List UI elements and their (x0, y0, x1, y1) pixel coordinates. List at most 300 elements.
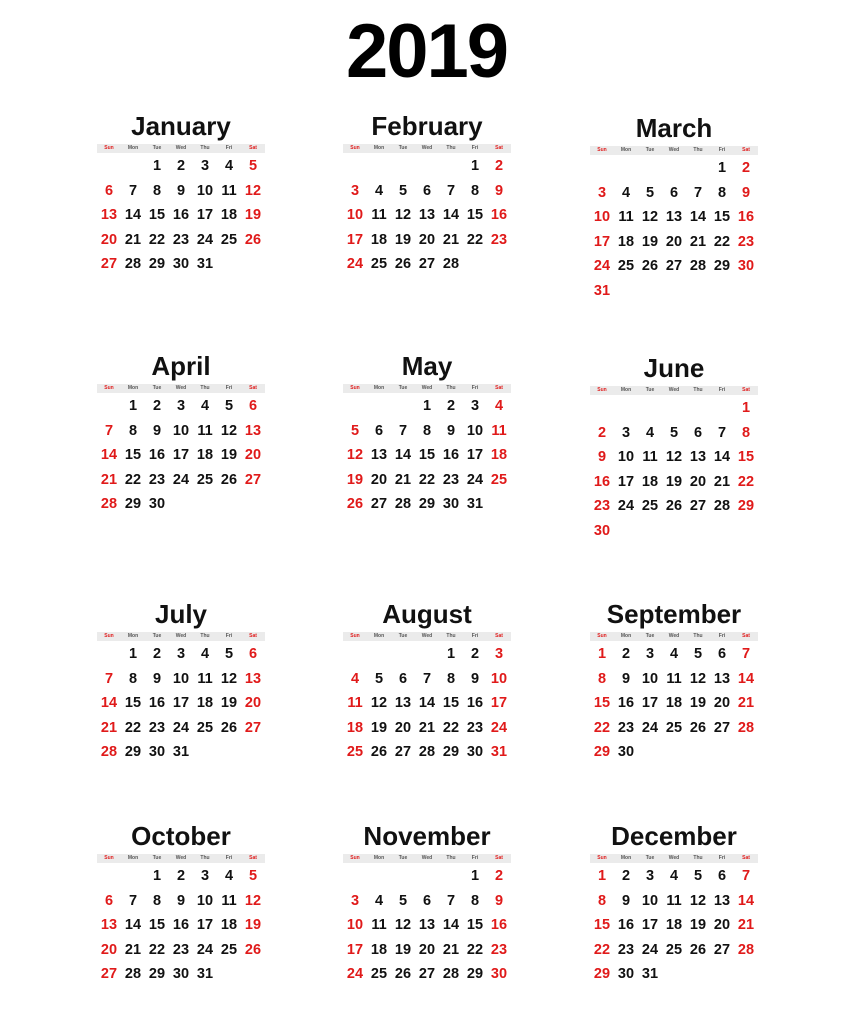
day-cell: 16 (466, 695, 484, 712)
day-cell: 14 (124, 917, 142, 934)
day-cell: 1 (470, 158, 480, 174)
day-cell: 12 (689, 892, 707, 909)
day-cell: 25 (370, 256, 388, 273)
day-empty (343, 394, 367, 419)
day-cell: 14 (394, 447, 412, 464)
day-cell: 7 (128, 892, 138, 909)
day-cell: 17 (196, 207, 214, 224)
day-empty (367, 864, 391, 889)
month-august (343, 598, 511, 765)
day-cell: 20 (689, 473, 707, 490)
day-cell: 17 (172, 447, 190, 464)
day-cell: 24 (641, 941, 659, 958)
day-cell: 28 (394, 496, 412, 513)
days-grid (343, 864, 511, 987)
month-september (590, 598, 758, 765)
weekday-label: Wed (175, 855, 187, 861)
day-cell: 22 (418, 471, 436, 488)
day-cell: 6 (717, 646, 727, 662)
day-cell: 10 (617, 449, 635, 466)
weekday-header (97, 854, 265, 863)
day-cell: 27 (100, 966, 118, 983)
weekday-header (343, 854, 511, 863)
weekday-label: Sun (104, 385, 114, 391)
day-empty (391, 864, 415, 889)
day-cell: 23 (490, 231, 508, 248)
weekday-label: Sun (104, 855, 114, 861)
day-cell: 18 (665, 695, 683, 712)
day-cell: 18 (617, 233, 635, 250)
day-cell: 25 (370, 966, 388, 983)
weekday-label: Fri (471, 633, 479, 639)
day-cell: 23 (148, 719, 166, 736)
month-title: May (401, 351, 453, 381)
day-cell: 3 (645, 646, 655, 662)
day-cell: 18 (220, 207, 238, 224)
day-cell: 2 (446, 398, 456, 414)
day-cell: 11 (618, 209, 634, 226)
day-cell: 25 (617, 258, 635, 275)
day-cell: 9 (621, 670, 631, 687)
days-grid (590, 642, 758, 765)
month-june (590, 352, 758, 544)
day-cell: 27 (418, 966, 436, 983)
day-cell: 29 (593, 966, 611, 983)
weekday-label: Mon (620, 387, 632, 393)
day-cell: 14 (100, 695, 118, 712)
day-cell: 28 (124, 256, 142, 273)
day-cell: 4 (224, 868, 234, 884)
weekday-label: Sat (742, 855, 750, 861)
day-empty (343, 864, 367, 889)
day-empty (391, 394, 415, 419)
weekday-label: Wed (421, 633, 433, 639)
day-cell: 13 (370, 447, 388, 464)
weekday-label: Thu (200, 385, 210, 391)
weekday-header (343, 144, 511, 153)
weekday-label: Tue (152, 855, 162, 861)
day-cell: 28 (737, 719, 755, 736)
weekday-label: Mon (620, 633, 632, 639)
day-cell: 12 (394, 917, 412, 934)
day-cell: 23 (172, 231, 190, 248)
day-cell: 9 (176, 182, 186, 199)
day-cell: 26 (394, 966, 412, 983)
day-cell: 22 (466, 941, 484, 958)
day-cell: 22 (466, 231, 484, 248)
day-cell: 19 (220, 447, 238, 464)
day-cell: 30 (617, 966, 635, 983)
weekday-label: Sat (495, 633, 503, 639)
day-cell: 3 (494, 646, 504, 662)
day-cell: 5 (248, 868, 258, 884)
day-cell: 19 (244, 917, 262, 934)
day-cell: 4 (224, 158, 234, 174)
day-cell: 19 (346, 471, 364, 488)
day-cell: 19 (220, 695, 238, 712)
weekday-label: Tue (645, 147, 655, 153)
day-cell: 20 (665, 233, 683, 250)
day-cell: 20 (100, 941, 118, 958)
day-cell: 13 (713, 892, 731, 909)
day-cell: 24 (641, 719, 659, 736)
day-cell: 23 (148, 471, 166, 488)
day-cell: 28 (713, 498, 731, 515)
day-cell: 24 (172, 471, 190, 488)
day-empty (415, 154, 439, 179)
day-cell: 12 (244, 182, 262, 199)
days-grid (97, 154, 265, 277)
day-cell: 7 (104, 422, 114, 439)
weekday-label: Tue (398, 145, 408, 151)
day-cell: 23 (617, 941, 635, 958)
day-cell: 4 (645, 424, 655, 441)
day-cell: 5 (693, 646, 703, 662)
month-title: June (643, 353, 705, 383)
day-cell: 11 (666, 670, 682, 687)
day-cell: 28 (442, 256, 460, 273)
day-cell: 31 (593, 282, 611, 299)
day-cell: 27 (394, 744, 412, 761)
weekday-label: Thu (446, 855, 456, 861)
day-empty (710, 396, 734, 421)
day-cell: 7 (693, 184, 703, 201)
day-cell: 5 (398, 182, 408, 199)
day-cell: 8 (152, 892, 162, 909)
day-cell: 29 (124, 744, 142, 761)
weekday-label: Sun (350, 385, 360, 391)
day-cell: 21 (394, 471, 412, 488)
weekday-label: Tue (645, 387, 655, 393)
day-cell: 2 (494, 158, 504, 174)
day-cell: 17 (196, 917, 214, 934)
day-cell: 29 (466, 966, 484, 983)
day-cell: 19 (394, 231, 412, 248)
day-empty (97, 394, 121, 419)
day-cell: 24 (593, 258, 611, 275)
day-cell: 18 (196, 695, 214, 712)
day-cell: 23 (490, 941, 508, 958)
weekday-header (97, 632, 265, 641)
day-cell: 21 (100, 471, 118, 488)
day-cell: 17 (490, 695, 508, 712)
day-cell: 22 (737, 473, 755, 490)
day-cell: 14 (418, 695, 436, 712)
day-cell: 30 (737, 258, 755, 275)
day-cell: 6 (422, 182, 432, 199)
day-cell: 13 (100, 207, 118, 224)
day-cell: 26 (244, 941, 262, 958)
day-cell: 16 (148, 695, 166, 712)
day-cell: 2 (494, 868, 504, 884)
day-cell: 3 (176, 646, 186, 662)
day-cell: 18 (665, 917, 683, 934)
day-cell: 12 (220, 670, 238, 687)
day-cell: 21 (737, 695, 755, 712)
day-cell: 30 (148, 744, 166, 761)
day-cell: 16 (442, 447, 460, 464)
day-cell: 29 (713, 258, 731, 275)
day-cell: 3 (470, 398, 480, 414)
day-cell: 24 (196, 231, 214, 248)
day-cell: 9 (152, 670, 162, 687)
day-cell: 15 (124, 695, 142, 712)
day-cell: 20 (370, 471, 388, 488)
day-cell: 3 (621, 424, 631, 441)
weekday-label: Tue (398, 385, 408, 391)
weekday-label: Fri (718, 633, 726, 639)
day-cell: 21 (689, 233, 707, 250)
day-cell: 18 (370, 941, 388, 958)
day-cell: 5 (693, 868, 703, 884)
weekday-header (590, 386, 758, 395)
weekday-label: Sat (249, 145, 257, 151)
day-cell: 11 (221, 182, 237, 199)
day-cell: 25 (665, 941, 683, 958)
day-cell: 20 (418, 941, 436, 958)
day-cell: 19 (689, 695, 707, 712)
day-cell: 8 (422, 422, 432, 439)
day-cell: 2 (621, 646, 631, 662)
day-cell: 22 (593, 719, 611, 736)
weekday-label: Sun (597, 633, 607, 639)
day-cell: 4 (494, 398, 504, 414)
day-cell: 7 (446, 892, 456, 909)
day-cell: 26 (244, 231, 262, 248)
day-empty (662, 156, 686, 181)
day-cell: 24 (466, 471, 484, 488)
weekday-label: Wed (175, 145, 187, 151)
day-cell: 15 (418, 447, 436, 464)
weekday-label: Mon (127, 633, 139, 639)
day-cell: 26 (370, 744, 388, 761)
day-cell: 18 (490, 447, 508, 464)
day-cell: 11 (371, 917, 387, 934)
day-cell: 5 (398, 892, 408, 909)
day-cell: 8 (446, 670, 456, 687)
day-empty (391, 642, 415, 667)
month-july (97, 598, 265, 765)
day-cell: 12 (346, 447, 364, 464)
weekday-label: Wed (421, 145, 433, 151)
day-cell: 22 (442, 719, 460, 736)
day-cell: 26 (220, 719, 238, 736)
day-cell: 31 (641, 966, 659, 983)
weekday-label: Tue (152, 145, 162, 151)
day-cell: 15 (593, 695, 611, 712)
weekday-label: Sun (597, 387, 607, 393)
weekday-label: Fri (225, 633, 233, 639)
day-cell: 3 (350, 892, 360, 909)
day-cell: 10 (196, 182, 214, 199)
day-cell: 28 (100, 744, 118, 761)
day-cell: 5 (224, 398, 234, 414)
day-cell: 5 (224, 646, 234, 662)
day-cell: 9 (494, 892, 504, 909)
day-cell: 10 (172, 422, 190, 439)
day-cell: 13 (713, 670, 731, 687)
day-cell: 26 (220, 471, 238, 488)
weekday-label: Sat (249, 633, 257, 639)
day-cell: 2 (470, 646, 480, 662)
day-cell: 31 (490, 744, 508, 761)
day-cell: 27 (665, 258, 683, 275)
day-cell: 24 (196, 941, 214, 958)
day-cell: 13 (244, 422, 262, 439)
weekday-label: Mon (620, 147, 632, 153)
day-cell: 9 (176, 892, 186, 909)
days-grid (97, 864, 265, 987)
day-cell: 6 (398, 670, 408, 687)
day-cell: 17 (346, 231, 364, 248)
day-cell: 21 (737, 917, 755, 934)
day-cell: 7 (104, 670, 114, 687)
day-empty (97, 154, 121, 179)
weekday-label: Wed (175, 633, 187, 639)
day-cell: 4 (200, 646, 210, 662)
day-cell: 25 (220, 231, 238, 248)
day-cell: 31 (196, 256, 214, 273)
day-cell: 21 (418, 719, 436, 736)
day-cell: 23 (172, 941, 190, 958)
day-cell: 20 (713, 917, 731, 934)
day-cell: 18 (220, 917, 238, 934)
day-cell: 31 (196, 966, 214, 983)
weekday-label: Sat (495, 145, 503, 151)
day-cell: 15 (466, 207, 484, 224)
day-cell: 6 (248, 398, 258, 414)
day-cell: 3 (645, 868, 655, 884)
day-cell: 20 (244, 695, 262, 712)
day-cell: 28 (100, 496, 118, 513)
weekday-label: Fri (471, 145, 479, 151)
day-cell: 10 (346, 207, 364, 224)
day-cell: 20 (244, 447, 262, 464)
day-cell: 13 (394, 695, 412, 712)
weekday-label: Sun (597, 855, 607, 861)
day-cell: 28 (689, 258, 707, 275)
day-cell: 25 (220, 941, 238, 958)
weekday-label: Mon (373, 385, 385, 391)
day-cell: 1 (597, 646, 607, 662)
day-cell: 11 (642, 449, 658, 466)
weekday-label: Fri (225, 145, 233, 151)
day-cell: 8 (152, 182, 162, 199)
month-october (97, 820, 265, 987)
day-cell: 12 (370, 695, 388, 712)
days-grid (590, 864, 758, 987)
day-cell: 10 (466, 422, 484, 439)
days-grid (590, 156, 758, 304)
weekday-label: Wed (668, 855, 680, 861)
weekday-label: Mon (127, 855, 139, 861)
day-cell: 14 (442, 207, 460, 224)
day-empty (97, 642, 121, 667)
day-cell: 7 (398, 422, 408, 439)
day-cell: 25 (641, 498, 659, 515)
day-cell: 4 (669, 868, 679, 884)
day-cell: 17 (641, 917, 659, 934)
day-cell: 28 (124, 966, 142, 983)
day-cell: 1 (422, 398, 432, 414)
month-title: April (151, 351, 211, 381)
day-cell: 11 (371, 207, 387, 224)
day-cell: 8 (717, 184, 727, 201)
weekday-label: Thu (200, 855, 210, 861)
day-cell: 25 (346, 744, 364, 761)
day-empty (614, 156, 638, 181)
day-cell: 15 (737, 449, 755, 466)
day-cell: 14 (100, 447, 118, 464)
weekday-label: Thu (446, 633, 456, 639)
day-cell: 10 (490, 670, 508, 687)
day-cell: 2 (176, 868, 186, 884)
day-cell: 4 (374, 892, 384, 909)
day-cell: 16 (490, 917, 508, 934)
day-cell: 27 (244, 471, 262, 488)
day-cell: 15 (124, 447, 142, 464)
day-empty (439, 154, 463, 179)
day-cell: 28 (442, 966, 460, 983)
days-grid (343, 394, 511, 517)
month-march (590, 112, 758, 304)
day-cell: 1 (128, 398, 138, 414)
weekday-label: Fri (471, 855, 479, 861)
weekday-label: Fri (718, 387, 726, 393)
days-grid (343, 154, 511, 277)
month-title: September (606, 599, 742, 629)
weekday-label: Sun (350, 855, 360, 861)
day-cell: 4 (621, 184, 631, 201)
day-cell: 8 (741, 424, 751, 441)
weekday-label: Thu (693, 855, 703, 861)
weekday-label: Thu (446, 385, 456, 391)
weekday-label: Sat (495, 385, 503, 391)
day-empty (590, 156, 614, 181)
day-cell: 29 (148, 256, 166, 273)
day-cell: 8 (470, 892, 480, 909)
weekday-label: Mon (620, 855, 632, 861)
day-cell: 6 (669, 184, 679, 201)
weekday-label: Fri (718, 855, 726, 861)
day-cell: 25 (196, 719, 214, 736)
day-empty (638, 156, 662, 181)
day-cell: 4 (374, 182, 384, 199)
day-cell: 6 (422, 892, 432, 909)
day-cell: 15 (148, 917, 166, 934)
day-cell: 8 (128, 422, 138, 439)
weekday-label: Wed (421, 385, 433, 391)
day-cell: 19 (394, 941, 412, 958)
day-cell: 2 (597, 424, 607, 441)
day-cell: 18 (370, 231, 388, 248)
day-cell: 14 (442, 917, 460, 934)
day-cell: 20 (394, 719, 412, 736)
day-cell: 19 (641, 233, 659, 250)
day-cell: 29 (124, 496, 142, 513)
day-cell: 11 (221, 892, 237, 909)
weekday-label: Tue (152, 633, 162, 639)
weekday-label: Sun (104, 145, 114, 151)
day-cell: 24 (490, 719, 508, 736)
day-empty (662, 396, 686, 421)
day-cell: 2 (152, 646, 162, 662)
weekday-label: Sat (742, 633, 750, 639)
day-empty (686, 396, 710, 421)
weekday-label: Tue (398, 633, 408, 639)
day-cell: 12 (394, 207, 412, 224)
day-cell: 1 (446, 646, 456, 662)
